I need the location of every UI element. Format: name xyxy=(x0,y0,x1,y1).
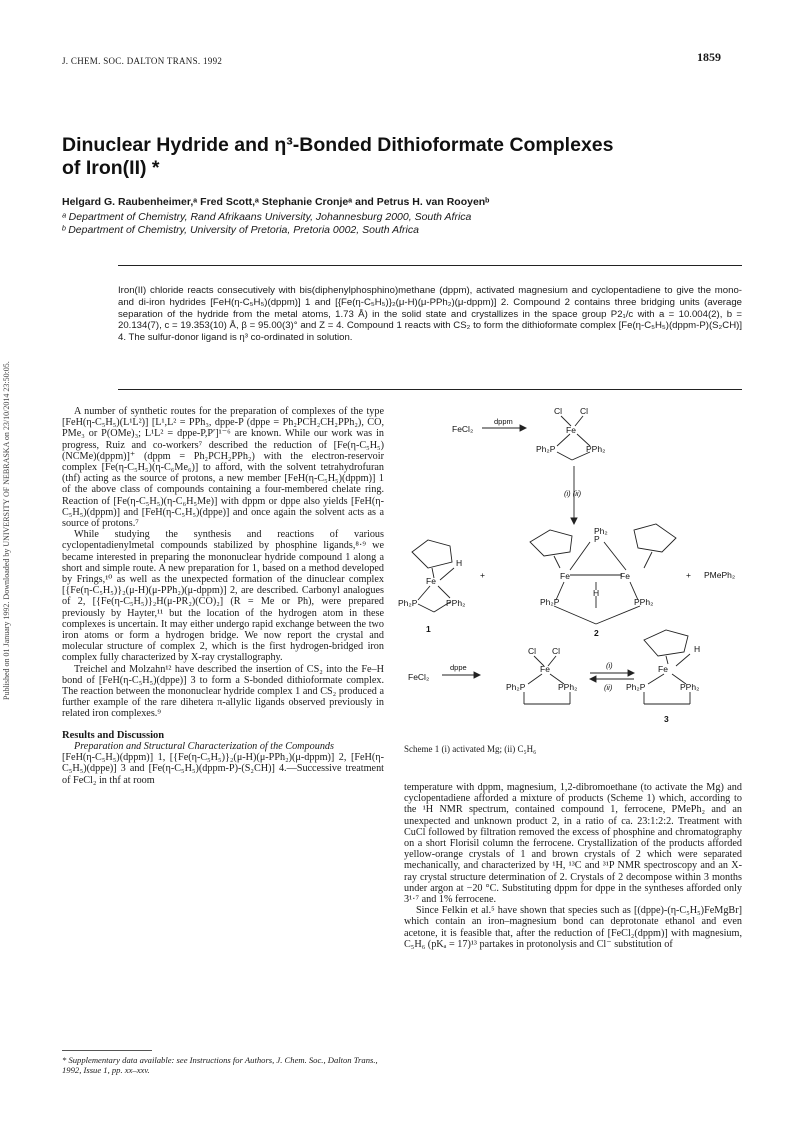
cp-ring-1 xyxy=(412,540,452,568)
right-paragraph-2: Since Felkin et al.⁵ have shown that species such as [(dppe)-(η-C₅H₅)FeMgBr] which contain an iron–magnesium bond can deprotonate ethanol and even acetone, it is feasible that, after the reduction of [FeCl₂(dppm)] with magnesium, C₅H₆ (pKₐ = 17)¹³ partakes in protonolysis and Cl⁻ substitution of xyxy=(404,905,742,950)
download-stamp: Published on 01 January 1992. Downloaded by UNIVERSITY OF NEBRASKA on 23/10/2014 23:50:05. xyxy=(2,361,11,700)
right-column xyxy=(404,782,742,950)
label-ph2p-2: Ph₂P xyxy=(540,597,560,607)
title-line-1: Dinuclear Hydride and η³-Bonded Dithioformate Complexes xyxy=(62,134,614,156)
label-cl-b1: Cl xyxy=(528,646,537,656)
label-plus-2: + xyxy=(686,570,691,580)
abstract-bottom-rule xyxy=(118,389,742,390)
label-cond-ii: (ii) xyxy=(604,683,613,692)
label-cl-b2: Cl xyxy=(552,646,561,656)
label-plus-1: + xyxy=(480,570,485,580)
label-pph2-1: PPh₂ xyxy=(446,598,466,608)
label-cond-i: (i) xyxy=(606,661,613,670)
results-subheading: Preparation and Structural Characterization of the Compounds xyxy=(74,740,334,752)
label-pph2-b: PPh₂ xyxy=(558,682,578,692)
title-line-2: of Iron(II) * xyxy=(62,157,160,179)
arrow-head-5 xyxy=(590,676,596,682)
label-dppm: dppm xyxy=(494,417,513,426)
label-p-2: P xyxy=(594,534,600,544)
scheme-caption: Scheme 1 (i) activated Mg; (ii) C₅H₆ xyxy=(404,744,537,754)
label-fe-b: Fe xyxy=(540,664,550,674)
label-fe-1: Fe xyxy=(426,576,436,586)
label-ph2p-3: Ph₂P xyxy=(626,682,646,692)
arrow-head-3 xyxy=(474,672,480,678)
label-ph2p-top: Ph₂P xyxy=(536,444,556,454)
article-title xyxy=(62,134,742,180)
affiliations xyxy=(62,211,471,237)
label-h-2: H xyxy=(593,588,600,598)
abstract-top-rule xyxy=(118,265,742,266)
affiliation-b: ᵇ Department of Chemistry, University of Pretoria, Pretoria 0002, South Africa xyxy=(62,224,419,236)
cp-ring-3 xyxy=(644,630,688,656)
left-column xyxy=(62,406,384,786)
affiliation-a: ᵃ Department of Chemistry, Rand Afrikaans University, Johannesburg 2000, South Africa xyxy=(62,211,472,223)
label-pph2-2: PPh₂ xyxy=(634,597,654,607)
right-paragraph-1: temperature with dppm, magnesium, 1,2-dibromoethane (to activate the Mg) and cyclopentadiene afforded a mixture of products (Scheme 1) which, according to the ¹H NMR spectrum, contained compound 1, ferrocene, PMePh₂ and an unexpected and unknown product 2, in a ratio of ca. 23:1:2:2. Treatment with CuCl followed by filtration removed the excess of phosphine and chromatography on a short Florisil column the ferrocene. Crystallization of the products afforded yellow-orange crystals of 1 and brown crystals of 2 which were separated mechanically, and characterized by ¹H, ¹³C and ³¹P NMR spectroscopy and an X-ray crystal structure determination of 2. Crystals of 2 decompose within 3 months under argon at −20 °C. Substituting dppm for dppe in the syntheses afforded only 3¹·⁷ and 1% ferrocene. xyxy=(404,782,742,906)
reaction-scheme xyxy=(394,400,746,730)
label-ph2p-1: Ph₂P xyxy=(398,598,418,608)
compound-number-1: 1 xyxy=(426,624,431,634)
intro-paragraph-2: While studying the synthesis and reactions of various cyclopentadienylmetal compounds stabilized by phosphine ligands,⁸·⁹ we became interested in preparing the mononuclear hydride compound 1 along a short and simple route. A new preparation for 1, based on a method developed by Frings,¹⁰ as well as the unexpected formation of the dinuclear complex [{Fe(η-C₅H₅)}₂(μ-H)(μ-PPh₂)(μ-dppm)] 2, are described. Carbonyl analogues of 2, [{Fe(η-C₅H₅)}₂H(μ-PR₂)(CO)₂] (R = Me or Ph), were prepared previously by Hayter,¹¹ but the location of the hydrogen atom in these complexes is uncertain. It may either undergo rapid exchange between the two iron atoms or form a hydrogen bridge. We now report the crystal and molecular structure of complex 2, which is the first hydrogen-bridged iron complex fully characterized by X-ray crystallography. xyxy=(62,529,384,664)
results-heading: Results and Discussion xyxy=(62,729,165,741)
label-fecl2-bottom: FeCl₂ xyxy=(408,672,430,682)
label-ph2p-b: Ph₂P xyxy=(506,682,526,692)
label-cl-1: Cl xyxy=(554,406,563,416)
label-ph2-2: Ph₂ xyxy=(594,526,608,536)
arrow-head-2 xyxy=(571,518,577,524)
label-fecl2-top: FeCl₂ xyxy=(452,424,474,434)
cp-ring-2a xyxy=(530,530,572,556)
label-fe-top: Fe xyxy=(566,425,576,435)
label-h-1: H xyxy=(456,558,463,568)
label-pph2-top: PPh₂ xyxy=(586,444,606,454)
label-pph2-3: PPh₂ xyxy=(680,682,700,692)
page-number: 1859 xyxy=(697,50,721,64)
results-paragraph: [FeH(η-C₅H₅)(dppm)] 1, [{Fe(η-C₅H₅)}₂(μ-H)(μ-PPh₂)(μ-dppm)] 2, [FeH(η-C₅H₅)(dppe)] 3 and [Fe(η-C₅H₅)(dppm-P)-(S₂CH)] 4.—Successive treatment of FeCl₂ in thf at room xyxy=(62,752,384,786)
arrow-head-1 xyxy=(520,425,526,431)
label-h-3: H xyxy=(694,644,701,654)
label-dppe: dppe xyxy=(450,663,467,672)
label-fe-2a: Fe xyxy=(560,571,570,581)
label-conditions-vertical: (i) (ii) xyxy=(564,489,582,498)
compound-number-2: 2 xyxy=(594,628,599,638)
intro-paragraph-1: A number of synthetic routes for the preparation of complexes of the type [FeH(η-C₅H₅)(L¹L²)] [L¹,L² = PPh₃, dppe-P (dppe = Ph₂PCH₂CH₂PPh₂), CO, PMe₃ or P(OMe)₃; L¹L² = dppe-P,P′]¹⁻⁶ are known. While our work was in progress, Ruiz and co-workers⁷ described the reduction of [Fe(η-C₅H₅)(NCMe)(dppm)]⁺ (dppm = Ph₂PCH₂PPh₂) with the electron-reservoir complex [Fe(η-C₅H₅)(η-C₆Me₆)] to afford, with the solvent tetrahydrofuran (thf) acting as the source of protons, a new member [FeH(η-C₅H₅)(dppm)] 1 of the above class of compounds containing a four-membered chelate ring. Reaction of [Fe(η-C₅H₅)(η-C₆H₅Me)] with dppm or dppe also yields [FeH(η-C₅H₅)(dppm)] and [FeH(η-C₅H₅)(dppe)] and once again the solvent acts as a source of protons.⁷ xyxy=(62,406,384,530)
abstract: Iron(II) chloride reacts consecutively with bis(diphenylphosphino)methane (dppm), activated magnesium and cyclopentadiene to give the mono- and di-iron hydrides [FeH(η-C₅H₅)(dppm)] 1 and [{Fe(η-C₅H₅)}₂(μ-H)(μ-PPh₂)(μ-dppm)] 2. Compound 2 contains three bridging units (average separation of the hydride from the metal atoms, 1.73 Å) in the solid state and crystallizes in the space group P2₁/c with a = 10.004(2), b = 20.134(7), c = 19.353(10) Å, β = 95.00(3)° and Z = 4. Compound 1 reacts with CS₂ to form the dithioformate complex [Fe(η-C₅H₅)(dppm-P)(S₂CH)] 4. The sulfur-donor ligand is η³ co-ordinated in solution. xyxy=(118,285,742,344)
label-fe-3: Fe xyxy=(658,664,668,674)
compound-number-3: 3 xyxy=(664,714,669,724)
footnote: * Supplementary data available: see Instructions for Authors, J. Chem. Soc., Dalton Trans., 1992, Issue 1, pp. xx–xxv. xyxy=(62,1055,378,1076)
author-list: Helgard G. Raubenheimer,ᵃ Fred Scott,ᵃ Stephanie Cronjeᵃ and Petrus H. van Rooyenᵇ xyxy=(62,196,490,208)
cp-ring-2b xyxy=(634,524,676,552)
journal-header: J. CHEM. SOC. DALTON TRANS. 1992 xyxy=(62,56,223,66)
arrow-head-4 xyxy=(628,670,634,676)
intro-paragraph-3: Treichel and Molzahn¹² have described the insertion of CS₂ into the Fe–H bond of [FeH(η-C₅H₅)(dppe)] 3 to form a S-bonded dithioformate complex. The reaction between the mononuclear hydride complex 1 and CS₂ produced a further example of the rare dihetera π-allylic ligands observed previously in related iron complexes.⁹ xyxy=(62,663,384,720)
label-cl-2: Cl xyxy=(580,406,589,416)
label-fe-2b: Fe xyxy=(620,571,630,581)
footnote-rule xyxy=(62,1050,152,1051)
label-pmeph2: PMePh₂ xyxy=(704,570,736,580)
